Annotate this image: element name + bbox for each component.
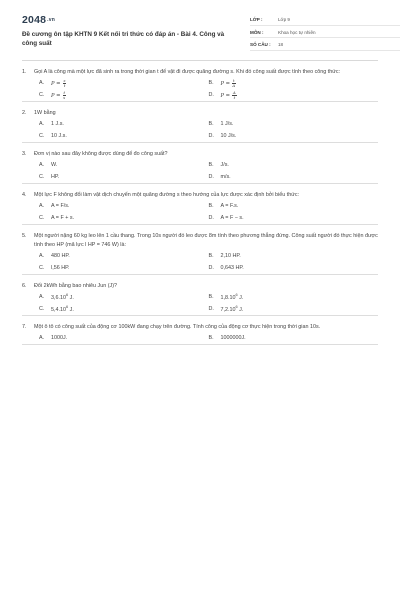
- document-meta: [250, 15, 400, 53]
- answer-option[interactable]: [39, 118, 209, 130]
- question: [22, 143, 378, 184]
- formula-fraction: [63, 79, 67, 88]
- answer-option[interactable]: [39, 89, 209, 101]
- formula-lhs: P =: [220, 92, 230, 99]
- document-title: Đề cương ôn tập KHTN 9 Kết nối tri thức có đáp án - Bài 4. Công và công suất: [22, 31, 225, 47]
- answer-option[interactable]: [39, 212, 209, 224]
- option-formula: [51, 79, 66, 88]
- option-letter: B.: [208, 80, 214, 86]
- question: [22, 102, 378, 143]
- question: [22, 275, 378, 316]
- option-text: 1000000J.: [220, 335, 246, 341]
- answer-option[interactable]: [209, 212, 379, 224]
- formula-lhs: P =: [51, 80, 61, 87]
- answer-option[interactable]: [39, 77, 209, 89]
- answer-option[interactable]: [39, 171, 209, 183]
- question-number: 2.: [22, 110, 27, 116]
- option-text: l,56 HP.: [51, 265, 70, 271]
- fraction-denominator: t: [233, 94, 236, 100]
- fraction-denominator: t: [63, 82, 66, 88]
- question-stem: [22, 282, 378, 291]
- question-text: Một ô tô có công suất của động cơ 100kW đang chạy trên đường. Tính công của động cơ thực hiện trong thời gian 10s.: [34, 324, 321, 330]
- question-number: 4.: [22, 192, 27, 198]
- answer-option[interactable]: [39, 332, 209, 344]
- meta-row: [250, 15, 400, 26]
- option-base: 5,4.10: [51, 306, 66, 313]
- option-letter: C.: [39, 133, 45, 139]
- option-letter: B.: [208, 335, 214, 341]
- meta-row: [250, 40, 400, 51]
- option-letter: B.: [208, 203, 214, 209]
- option-letter: A.: [39, 253, 45, 259]
- answer-option[interactable]: [209, 332, 379, 344]
- answer-options: [22, 250, 378, 274]
- option-text: 480 HP.: [51, 253, 70, 259]
- answer-option[interactable]: [209, 291, 379, 303]
- option-letter: B.: [208, 162, 214, 168]
- answer-option[interactable]: [209, 118, 379, 130]
- fraction-numerator: s: [63, 77, 66, 83]
- option-exponent: 6: [235, 305, 238, 310]
- option-tail: J.: [237, 306, 244, 313]
- option-text: J/s.: [220, 162, 229, 168]
- option-text: A = F.s.: [220, 203, 239, 209]
- option-formula: [51, 91, 66, 100]
- fraction-numerator: t: [233, 77, 235, 83]
- question-text: Một lực F không đổi làm vật dịch chuyển một quãng đường s theo hướng của lực được xác định bởi biểu thức:: [34, 192, 300, 198]
- option-exponent: 6: [66, 293, 69, 298]
- option-letter: C.: [39, 174, 45, 180]
- option-letter: A.: [39, 80, 45, 86]
- answer-option[interactable]: [209, 159, 379, 171]
- answer-option[interactable]: [39, 130, 209, 142]
- option-letter: A.: [39, 203, 45, 209]
- option-text: A = F − s.: [220, 215, 244, 221]
- meta-row: [250, 28, 400, 39]
- formula-fraction: [63, 91, 67, 100]
- option-letter: A.: [39, 162, 45, 168]
- meta-key: SỐ CÂU :: [250, 42, 271, 48]
- question: [22, 316, 378, 345]
- option-formula: [221, 79, 236, 88]
- question-number: 1.: [22, 69, 27, 75]
- question-number: 5.: [22, 233, 27, 239]
- answer-option[interactable]: [209, 250, 379, 262]
- option-letter: A.: [39, 335, 45, 341]
- option-letter: D.: [208, 265, 214, 271]
- answer-option[interactable]: [209, 200, 379, 212]
- option-text: 2,10 HP.: [220, 253, 241, 259]
- answer-option[interactable]: [39, 250, 209, 262]
- question-text: Gọi A là công mà một lực đã sinh ra trong thời gian t để vật đi được quãng đường s. Khi đó công suất được tính theo công thức:: [34, 69, 341, 75]
- question-text: Đổi 2kWh bằng bao nhiêu Jun (J)?: [34, 283, 118, 289]
- option-text: m/s.: [220, 174, 231, 180]
- option-text: 0,643 HP.: [220, 265, 244, 271]
- option-letter: D.: [208, 215, 214, 221]
- option-text: 1000J.: [51, 335, 68, 341]
- option-letter: A.: [39, 294, 45, 300]
- meta-value: 18: [278, 42, 284, 48]
- question-number: 7.: [22, 324, 27, 330]
- question-stem: [22, 68, 378, 77]
- option-exponent: 6: [235, 293, 238, 298]
- answer-options: [22, 77, 378, 101]
- fraction-denominator: A: [232, 82, 236, 88]
- option-text: 10 J/s.: [220, 133, 237, 139]
- option-exponent: 6: [66, 305, 69, 310]
- option-letter: A.: [39, 121, 45, 127]
- question-number: 6.: [22, 283, 27, 289]
- answer-option[interactable]: [39, 159, 209, 171]
- answer-option[interactable]: [39, 262, 209, 274]
- option-text: HP.: [51, 174, 60, 180]
- option-text: W.: [51, 162, 58, 168]
- option-base: 3,6.10: [51, 294, 66, 301]
- fraction-numerator: t: [63, 89, 66, 95]
- option-letter: D.: [208, 92, 214, 98]
- option-tail: J.: [68, 306, 74, 313]
- question-list: [22, 61, 378, 345]
- option-base: 1,8.10: [220, 294, 236, 301]
- option-letter: C.: [39, 215, 45, 221]
- answer-option[interactable]: [209, 303, 379, 315]
- question-text: Đơn vị nào sau đây không được dùng để đo công suất?: [34, 151, 168, 157]
- question-text: Một người nặng 60 kg leo lên 1 cầu thang. Trong 10s người đó leo được 8m tính theo phương thẳng đứng. Công suất người đó thực hiện được tính theo HP (mã lực l HP = 746 W) là:: [34, 233, 378, 248]
- option-letter: C.: [39, 265, 45, 271]
- option-letter: B.: [208, 253, 214, 259]
- site-logo[interactable]: 2048.vn: [22, 14, 55, 26]
- answer-option[interactable]: [39, 291, 209, 303]
- option-base: 7,2.10: [220, 306, 236, 313]
- option-text: A = F + s.: [51, 215, 75, 221]
- formula-lhs: P =: [220, 80, 230, 87]
- option-text: 1 J/s.: [220, 121, 234, 127]
- option-letter: D.: [208, 306, 214, 312]
- answer-option[interactable]: [209, 77, 379, 89]
- question-stem: [22, 150, 378, 159]
- option-text: A = F/s.: [51, 203, 70, 209]
- option-letter: C.: [39, 92, 45, 98]
- answer-option[interactable]: [39, 200, 209, 212]
- answer-options: [22, 200, 378, 224]
- answer-options: [22, 159, 378, 183]
- option-text: [51, 293, 74, 301]
- question: [22, 61, 378, 102]
- formula-fraction: [232, 79, 236, 88]
- option-text: [221, 305, 244, 313]
- meta-value: Lớp 9: [278, 17, 290, 23]
- question-stem: [22, 232, 378, 250]
- option-tail: J.: [237, 294, 244, 301]
- meta-value: Khoa học tự nhiên: [278, 29, 316, 35]
- option-tail: J.: [68, 294, 74, 301]
- answer-options: [22, 118, 378, 142]
- option-text: [51, 305, 74, 313]
- answer-option[interactable]: [209, 171, 379, 183]
- answer-options: [22, 291, 378, 315]
- document-header: [22, 0, 378, 61]
- option-letter: D.: [208, 133, 214, 139]
- option-formula: [221, 91, 237, 100]
- meta-key: MÔN :: [250, 29, 264, 35]
- answer-option[interactable]: [209, 89, 379, 101]
- question-stem: [22, 323, 378, 332]
- question-stem: [22, 191, 378, 200]
- answer-options: [22, 332, 378, 344]
- option-letter: B.: [208, 294, 214, 300]
- option-letter: D.: [208, 174, 214, 180]
- fraction-denominator: s: [63, 94, 66, 100]
- answer-option[interactable]: [209, 262, 379, 274]
- question: [22, 184, 378, 225]
- answer-option[interactable]: [39, 303, 209, 315]
- question-text: 1W bằng: [34, 110, 56, 116]
- option-text: 1 J.s.: [51, 121, 64, 127]
- question-number: 3.: [22, 151, 27, 157]
- fraction-numerator: A: [233, 89, 236, 95]
- option-text: [221, 293, 244, 301]
- option-text: 10 J.s.: [51, 133, 67, 139]
- formula-fraction: [232, 91, 237, 100]
- option-letter: C.: [39, 306, 45, 312]
- question-stem: [22, 109, 378, 118]
- meta-key: LỚP :: [250, 17, 263, 23]
- option-letter: B.: [208, 121, 214, 127]
- question: [22, 225, 378, 275]
- answer-option[interactable]: [209, 130, 379, 142]
- formula-lhs: P =: [51, 92, 61, 99]
